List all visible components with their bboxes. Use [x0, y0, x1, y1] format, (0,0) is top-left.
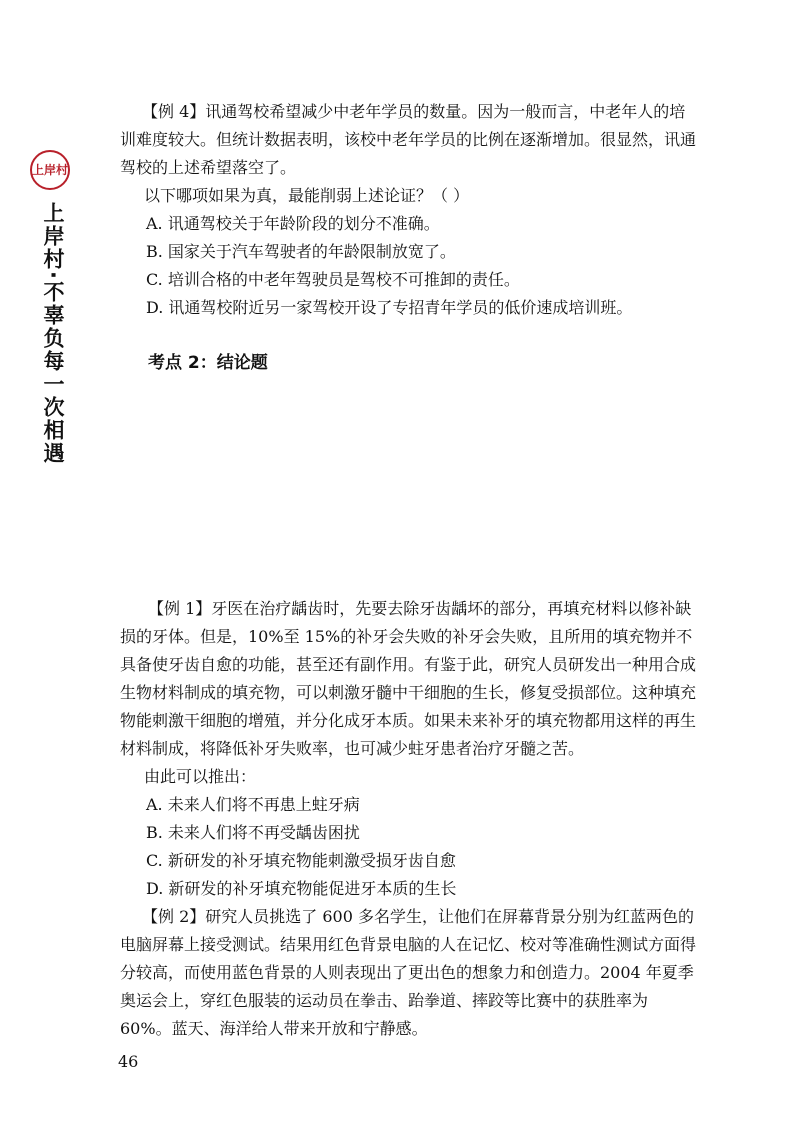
example-4-option-d: D. 讯通驾校附近另一家驾校开设了专招青年学员的低价速成培训班。 [146, 298, 633, 317]
example-1-block [120, 595, 700, 1043]
example-1-paragraph: 【例 1】牙医在治疗龋齿时，先要去除牙齿龋坏的部分，再填充材料以修补缺损的牙体。但是，10%至 15%的补牙会失败的补牙会失败，且所用的填充物并不具备使牙齿自愈的功能，甚至还有副作用。有鉴于此，研究人员研发出一种用合成生物材料制成的填充物，可以刺激牙髓中干细胞的生长，修复受损部位。这种填充物能刺激干细胞的增殖，并分化成牙本质。如果未来补牙的填充物都用这样的再生材料制成，将降低补牙失败率，也可减少蛀牙患者治疗牙髓之苦。 [120, 599, 697, 758]
example-4-option-a: A. 讯通驾校关于年龄阶段的划分不准确。 [146, 214, 440, 233]
sidebar [28, 150, 72, 465]
example-4-question: 以下哪项如果为真，最能削弱上述论证？（ ） [144, 186, 470, 205]
example-4-paragraph: 【例 4】讯通驾校希望减少中老年学员的数量。因为一般而言，中老年人的培训难度较大。但统计数据表明，该校中老年学员的比例在逐渐增加。很显然，讯通驾校的上述希望落空了。 [120, 102, 697, 177]
example-1-option-d: D. 新研发的补牙填充物能促进牙本质的生长 [146, 879, 457, 898]
example-1-option-c: C. 新研发的补牙填充物能刺激受损牙齿自愈 [146, 851, 456, 870]
seal-logo [30, 150, 70, 190]
section-title: 考点 2：结论题 [148, 353, 268, 373]
example-4-option-b: B. 国家关于汽车驾驶者的年龄限制放宽了。 [146, 242, 456, 261]
example-4-option-c: C. 培训合格的中老年驾驶员是驾校不可推卸的责任。 [146, 270, 520, 289]
example-4-block [120, 98, 700, 322]
example-2-paragraph: 【例 2】研究人员挑选了 600 多名学生，让他们在屏幕背景分别为红蓝两色的电脑屏幕上接受测试。结果用红色背景电脑的人在记忆、校对等准确性测试方面得分较高，而使用蓝色背景的人则表现出了更出色的想象力和创造力。2004 年夏季奥运会上，穿红色服装的运动员在拳击、跆拳道、摔跤等比赛中的获胜率为 60%。蓝天、海洋给人带来开放和宁静感。 [120, 907, 697, 1038]
example-1-option-b: B. 未来人们将不再受龋齿困扰 [146, 823, 360, 842]
sidebar-slogan: 上岸村·不辜负每一次相遇 [41, 202, 65, 465]
example-1-option-a: A. 未来人们将不再患上蛀牙病 [146, 795, 360, 814]
seal-text: 上岸村 [32, 162, 69, 177]
example-1-question: 由此可以推出： [144, 767, 257, 786]
page-number: 46 [118, 1052, 139, 1071]
